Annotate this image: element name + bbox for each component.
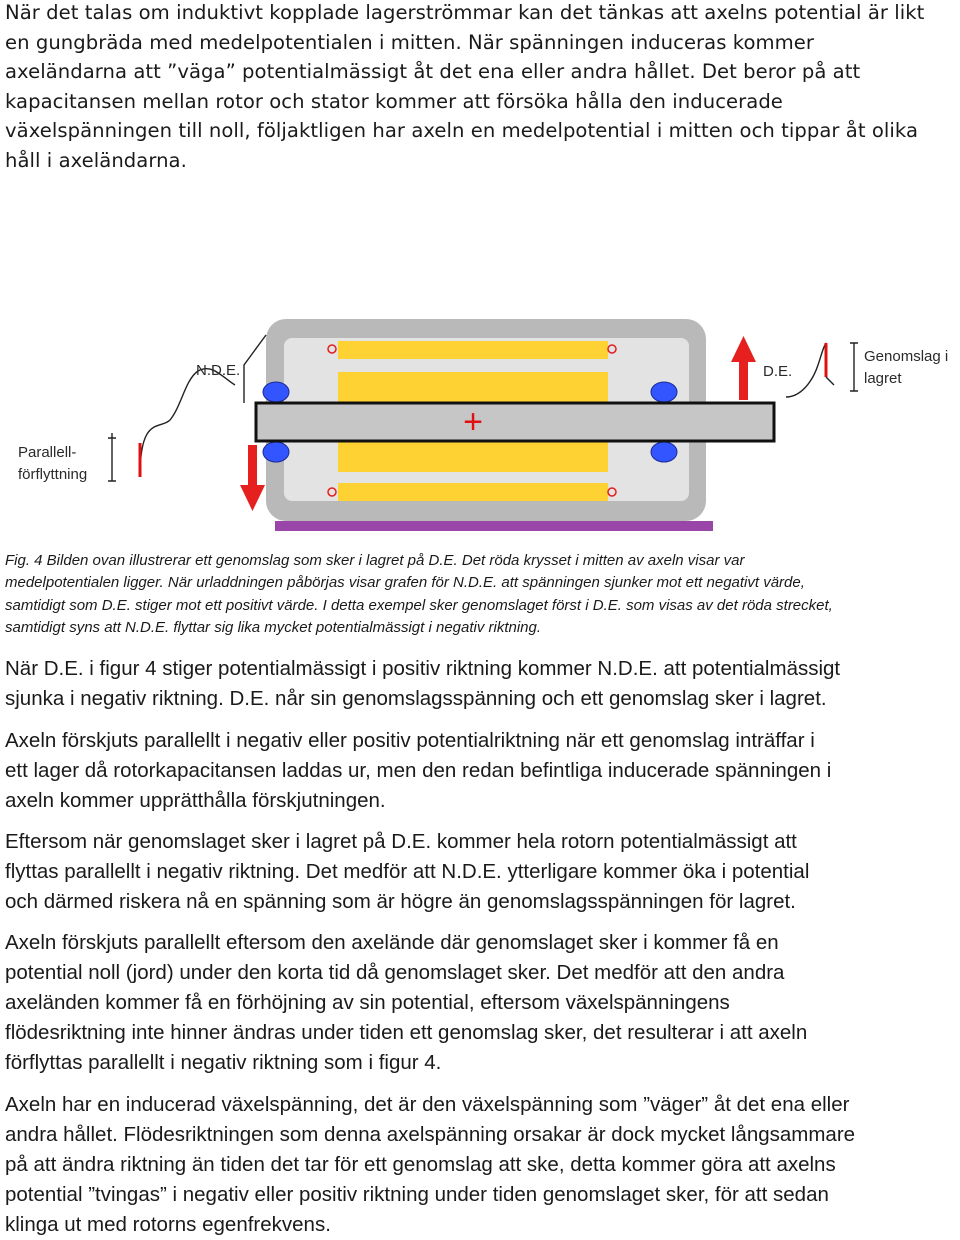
label-de: D.E. <box>763 363 793 380</box>
text-line: När det talas om induktivt kopplade lagerströmmar kan det tänkas att axelns potential är likt <box>5 1 925 24</box>
shaft <box>256 403 774 441</box>
text-line: kapacitansen mellan rotor och stator kommer att försöka hålla den inducerade <box>5 89 783 113</box>
paragraph-4 <box>5 928 955 1078</box>
de-curve-tail <box>826 377 834 385</box>
text-line: klinga ut med rotorns egenfrekvens. <box>5 1213 331 1236</box>
caption-line: samtidigt syns att N.D.E. flyttar sig lika mycket potentialmässigt i negativ riktning. <box>5 618 542 636</box>
text-line: sjunka i negativ riktning. D.E. når sin genomslagsspänning och ett genomslag sker i lagret. <box>5 687 827 710</box>
text-line: axeländarna att ”väga” potentialmässigt åt det ena eller andra hållet. Det beror på att <box>5 60 861 83</box>
text-line: flyttas parallellt i negativ riktning. Det medför att N.D.E. ytterligare kommer öka i potential <box>5 860 810 883</box>
winding-bottom <box>338 483 608 501</box>
paragraph-3 <box>5 827 955 917</box>
caption-line: Fig. 4 Bilden ovan illustrerar ett genomslag som sker i lagret på D.E. Det röda krysset i mitten av axeln visar var <box>5 552 745 569</box>
text-line: När D.E. i figur 4 stiger potentialmässigt i positiv riktning kommer N.D.E. att potentialmässigt <box>5 657 841 680</box>
winding-top <box>338 341 608 359</box>
text-line: andra hållet. Flödesriktningen som denna axelspänning orsakar är dock mycket långsammare <box>5 1123 856 1146</box>
label-nde: N.D.E. <box>196 362 241 379</box>
text-line: på att ändra riktning än tiden det tar för ett genomslag att ske, detta kommer göra att axelns <box>5 1153 836 1176</box>
arrow-head <box>731 336 756 362</box>
text-line: Axeln förskjuts parallellt i negativ eller positiv potentialriktning när ett genomslag inträffar i <box>5 729 815 752</box>
text-line: håll i axeländarna. <box>5 148 187 172</box>
label-breakdown-1: Genomslag i <box>864 348 949 365</box>
text-line: flödesriktning inte hinner ändras under tiden ett genomslag sker, det resulterar i att axeln <box>5 1021 808 1044</box>
text-line: och därmed riskera nå en spänning som är högre än genomslagsspänningen för lagret. <box>5 890 796 913</box>
bearing-nde-top <box>263 382 289 402</box>
text-line: axeländen kommer få en förhöjning av sin potential, eftersom växelspänningens <box>5 991 730 1014</box>
text-line: Eftersom när genomslaget sker i lagret på D.E. kommer hela rotorn potentialmässigt att <box>5 830 797 853</box>
de-potential-curve <box>786 343 858 397</box>
figure-caption <box>5 550 955 639</box>
bearing-de-top <box>651 382 677 402</box>
base-plate <box>275 521 713 531</box>
arrow-shaft <box>248 445 257 487</box>
arrow-shaft <box>739 360 748 400</box>
text-line: axeln kommer upprätthålla förskjutningen. <box>5 789 386 812</box>
text-line: ett lager då rotorkapacitansen laddas ur, men den redan befintliga inducerade spänningen i <box>5 759 832 782</box>
text-line: Axeln har en inducerad växelspänning, det är den växelspänning som ”väger” åt det ena eller <box>5 1093 850 1116</box>
intro-paragraph <box>5 0 955 175</box>
label-parallel-1: Parallell- <box>18 444 77 461</box>
de-up-arrow <box>731 336 756 400</box>
paragraph-1 <box>5 654 955 714</box>
nde-potential-curve <box>108 335 266 481</box>
text-line: växelspänningen till noll, följaktligen har axeln en medelpotential i mitten och tippar åt olika <box>5 119 918 142</box>
nde-down-arrow <box>240 445 265 511</box>
text-line: en gungbräda med medelpotentialen i mitten. När spänningen induceras kommer <box>5 30 814 54</box>
bearing-de-bottom <box>651 442 677 462</box>
caption-line: samtidigt som D.E. stiger mot ett positivt värde. I detta exempel sker genomslaget först i D.E. som visas av det röda strecket, <box>5 596 833 614</box>
figure-4-diagram <box>0 305 960 535</box>
nde-curve <box>140 369 235 477</box>
text-line: potential noll (jord) under den korta tid då genomslaget sker. Det medför att den andra <box>5 961 785 984</box>
paragraph-2 <box>5 726 955 816</box>
paragraph-5 <box>5 1090 955 1240</box>
caption-line: medelpotentialen ligger. När urladdningen påbörjas visar grafen för N.D.E. att spänningen sjunker mot ett negativt värde, <box>5 574 805 592</box>
center-mark: + <box>463 403 483 441</box>
text-line: förflyttas parallellt i negativ riktning som i figur 4. <box>5 1051 442 1074</box>
label-parallel-2: förflyttning <box>18 466 88 483</box>
text-line: Axeln förskjuts parallellt eftersom den axelände där genomslaget sker i kommer få en <box>5 931 779 954</box>
bearing-nde-bottom <box>263 442 289 462</box>
label-breakdown-2: lagret <box>864 370 902 387</box>
winding-upper <box>338 372 608 402</box>
arrow-head <box>240 485 265 511</box>
winding-lower <box>338 442 608 472</box>
text-line: potential ”tvingas” i negativ eller positiv riktning under tiden genomslaget sker, för att sedan <box>5 1183 829 1206</box>
